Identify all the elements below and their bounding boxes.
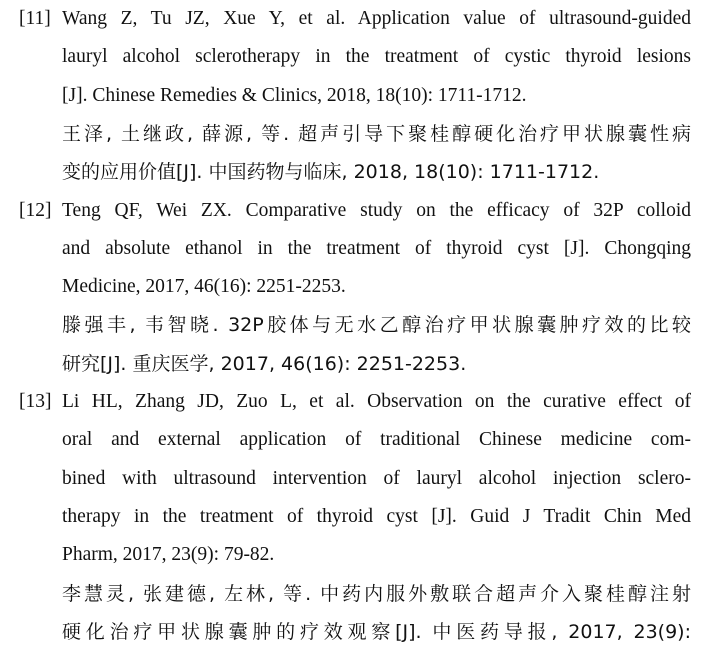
reference-line: 王泽, 土继政, 薛源, 等. 超声引导下聚桂醇硬化治疗甲状腺囊性病 bbox=[62, 122, 691, 145]
reference-line: Teng QF, Wei ZX. Comparative study on the efficacy of 32P colloid bbox=[62, 199, 691, 221]
reference-line: 滕强丰, 韦智晓. 32P胶体与无水乙醇治疗甲状腺囊肿疗效的比较 bbox=[62, 314, 691, 337]
reference-line: 研究[J]. 重庆医学, 2017, 46(16): 2251-2253. bbox=[62, 352, 467, 375]
reference-line: oral and external application of traditional Chinese medicine com- bbox=[62, 429, 691, 451]
reference-line: Medicine, 2017, 46(16): 2251-2253. bbox=[62, 276, 346, 298]
reference-line: bined with ultrasound intervention of lauryl alcohol injection sclero- bbox=[62, 467, 691, 489]
reference-line: 变的应用价值[J]. 中国药物与临床, 2018, 18(10): 1711-1712. bbox=[62, 161, 600, 184]
reference-line: therapy in the treatment of thyroid cyst [J]. Guid J Tradit Chin Med bbox=[62, 505, 691, 527]
reference-line: 李慧灵, 张建德, 左林, 等. 中药内服外敷联合超声介入聚桂醇注射 bbox=[62, 582, 691, 605]
reference-line: Pharm, 2017, 23(9): 79-82. bbox=[62, 544, 275, 566]
reference-number: [11] bbox=[19, 8, 51, 29]
reference-number: [13] bbox=[19, 391, 52, 412]
reference-line: 硬化治疗甲状腺囊肿的疗效观察[J]. 中医药导报, 2017, 23(9): bbox=[62, 620, 691, 643]
reference-line: Li HL, Zhang JD, Zuo L, et al. Observation on the curative effect of bbox=[62, 391, 691, 412]
reference-line: lauryl alcohol sclerotherapy in the treatment of cystic thyroid lesions bbox=[62, 46, 691, 68]
reference-line: Wang Z, Tu JZ, Xue Y, et al. Application value of ultrasound-guided bbox=[62, 8, 691, 29]
reference-line: and absolute ethanol in the treatment of thyroid cyst [J]. Chongqing bbox=[62, 237, 691, 259]
reference-line: [J]. Chinese Remedies & Clinics, 2018, 18(10): 1711-1712. bbox=[62, 84, 527, 106]
reference-number: [12] bbox=[19, 199, 52, 221]
